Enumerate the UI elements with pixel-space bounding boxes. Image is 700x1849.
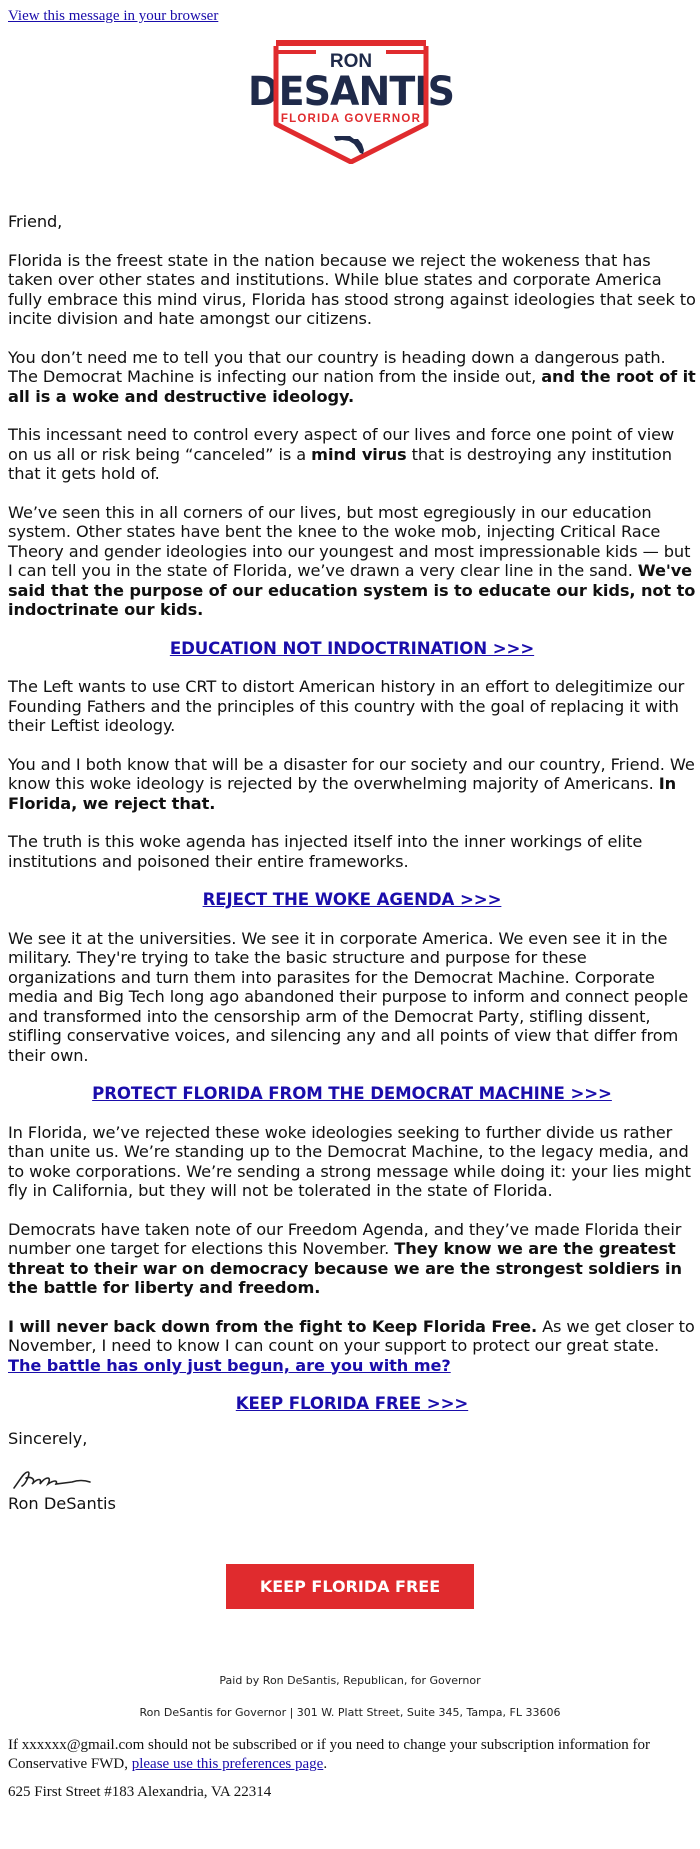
florida-state-icon [334, 136, 364, 154]
paragraph-11: I will never back down from the fight to Keep Florida Free. As we get closer to November, I need to know I can count on your support to protect our great state. The battle has only just begun, are you with me? [8, 1316, 695, 1375]
greeting: Friend, [8, 212, 63, 231]
logo-desantis: DESANTIS [248, 69, 454, 115]
sincerely-text: Sincerely, [8, 1429, 88, 1448]
logo-top-bar [276, 40, 426, 46]
paragraph-2: You don’t need me to tell you that our country is heading down a dangerous path. The Democrat Machine is infecting our nation from the inside out, and the root of it all is a woke and destructive ideology. [8, 347, 696, 406]
paragraph-8: We see it at the universities. We see it in corporate America. We even see it in the military. They're trying to take the basic structure and purpose for these organizations and turn them into parasites for the Democrat Machine. Corporate media and Big Tech long ago abandoned their purpose to inform and connect people and transformed into the censorship arm of the Democrat Party, stifling dissent, stifling conservative voices, and silencing any and all points of view that differ from their own. [8, 928, 689, 1065]
paragraph-1: Florida is the freest state in the nation because we reject the wokeness that has taken over other states and institutions. While blue states and corporate America fully embrace this mind virus, Florida has stood strong against ideologies that seek to incite division and hate amongst our citizens. [8, 250, 696, 328]
campaign-address: Ron DeSantis for Governor | 301 W. Platt Street, Suite 345, Tampa, FL 33606 [139, 1706, 561, 1719]
logo-florida-governor: FLORIDA GOVERNOR [280, 113, 422, 125]
view-in-browser-link[interactable]: View this message in your browser [8, 8, 219, 24]
paragraph-4: We’ve seen this in all corners of our lives, but most egregiously in our education system. Other states have bent the knee to the woke mob, injecting Critical Race Theory and gender ideologies into our youngest and most impressionable kids — but I can tell you in the state of Florida, we’ve drawn a very clear line in the sand. We've said that the purpose of our education system is to educate our kids, not to indoctrinate our kids. [8, 502, 696, 619]
protect-florida-link[interactable]: PROTECT FLORIDA FROM THE DEMOCRAT MACHINE >>> [92, 1084, 612, 1103]
signer-name: Ron DeSantis [8, 1494, 116, 1513]
battle-begun-link[interactable]: The battle has only just begun, are you with me? [8, 1355, 451, 1375]
education-not-indoctrination-link[interactable]: EDUCATION NOT INDOCTRINATION >>> [169, 638, 535, 658]
logo-ron: RON [329, 51, 373, 72]
paid-by-text: Paid by Ron DeSantis, Republican, for Governor [219, 1674, 481, 1687]
keep-florida-free-link[interactable]: KEEP FLORIDA FREE >>> [235, 1394, 469, 1413]
preferences-page-link[interactable]: please use this preferences page [131, 1756, 324, 1772]
reject-woke-agenda-link[interactable]: REJECT THE WOKE AGENDA >>> [202, 890, 502, 909]
signature-image [12, 1466, 102, 1492]
paragraph-7: The truth is this woke agenda has injected itself into the inner workings of elite institutions and poisoned their entire frameworks. [8, 832, 643, 871]
paragraph-10: Democrats have taken note of our Freedom Agenda, and they’ve made Florida their number one target for elections this November. They know we are the greatest threat to their war on democracy because we are the strongest soldiers in the battle for liberty and freedom. [8, 1219, 682, 1297]
email-body [8, 212, 696, 1433]
mailing-address: 625 First Street #183 Alexandria, VA 22314 [8, 1784, 272, 1800]
paragraph-9: In Florida, we’ve rejected these woke ideologies seeking to further divide us rather than unite us. We’re standing up to the Democrat Machine, to the legacy media, and to woke corporations. We’re sending a strong message while doing it: your lies might fly in California, but they will not be tolerated in the state of Florida. [8, 1122, 691, 1200]
unsubscribe-notice: If xxxxxx@gmail.com should not be subscribed or if you need to change your subscription information for Conservative FWD, please use this preferences page. [8, 1737, 651, 1772]
desantis-logo [246, 40, 456, 164]
paragraph-6: You and I both know that will be a disaster for our society and our country, Friend. We know this woke ideology is rejected by the overwhelming majority of Americans. In Florida, we reject that. [8, 754, 695, 813]
paragraph-5: The Left wants to use CRT to distort American history in an effort to delegitimize our Founding Fathers and the principles of this country with the goal of replacing it with their Leftist ideology. [8, 677, 685, 735]
keep-florida-free-button[interactable]: KEEP FLORIDA FREE [226, 1564, 474, 1609]
paragraph-3: This incessant need to control every aspect of our lives and force one point of view on us all or risk being “canceled” is a mind virus that is destroying any institution that it gets hold of. [8, 425, 675, 483]
